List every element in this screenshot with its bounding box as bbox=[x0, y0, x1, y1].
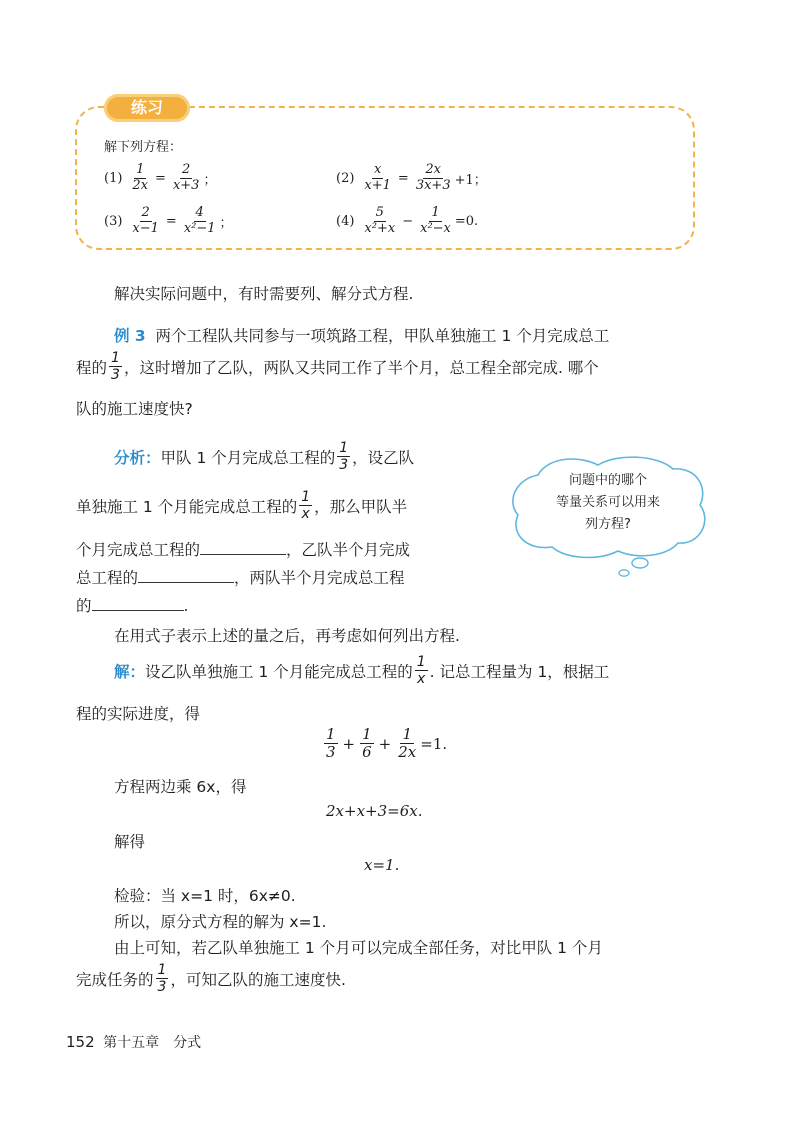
solution-line-3: 方程两边乘 6x，得 bbox=[114, 778, 247, 796]
page-footer bbox=[66, 1032, 201, 1052]
example-line-2: 程的 $\frac{1}{3}$ ，这时增加了乙队，两队又共同工作了半个月，总工程全部完成. 哪个 bbox=[76, 350, 599, 384]
solution-line-2: 程的实际进度，得 bbox=[76, 705, 201, 723]
example-line-3: 队的施工速度快? bbox=[76, 400, 193, 418]
equation-3: x=1. bbox=[364, 856, 400, 874]
practice-problem-2: (2) $\frac{x}{x+1}$ = $\frac{2x}{3x+3}$ +1； bbox=[336, 162, 487, 193]
analysis-label: 分析： bbox=[114, 448, 161, 467]
conclusion-line-1: 由上可知，若乙队单独施工 1 个月可以完成全部任务，对比甲队 1 个月 bbox=[114, 939, 603, 957]
answer-blank-3[interactable] bbox=[92, 596, 184, 611]
answer-blank-1[interactable] bbox=[200, 540, 286, 555]
practice-tag: 练习 bbox=[104, 94, 190, 122]
answer-blank-2[interactable] bbox=[138, 568, 234, 583]
page-number: 152 bbox=[66, 1033, 95, 1051]
solution-label: 解： bbox=[114, 662, 146, 681]
practice-problem-1: (1) $\frac{1}{2x}$ = $\frac{2}{x+3}$ ； bbox=[104, 162, 217, 193]
example-label: 例 3 bbox=[114, 327, 146, 345]
intro-text: 解决实际问题中，有时需要列、解分式方程. bbox=[114, 285, 414, 303]
solution-line-1: 解： 设乙队单独施工 1 个月能完成总工程的 $\frac{1}{x}$ . 记总工程量为 1，根据工 bbox=[114, 654, 610, 688]
example-line-1: 例 3 两个工程队共同参与一项筑路工程，甲队单独施工 1 个月完成总工 bbox=[114, 327, 610, 345]
analysis-line-5: 的 . bbox=[76, 597, 189, 615]
conclusion-line-2: 完成任务的 $\frac{1}{3}$ ，可知乙队的施工速度快. bbox=[76, 962, 346, 996]
analysis-line-2: 单独施工 1 个月能完成总工程的 $\frac{1}{x}$ ，那么甲队半 bbox=[76, 489, 408, 523]
analysis-line-1: 分析： 甲队 1 个月完成总工程的 $\frac{1}{3}$ ，设乙队 bbox=[114, 440, 415, 474]
practice-problem-3: (3) $\frac{2}{x-1}$ = $\frac{4}{\text{x²−1}}$ ； bbox=[104, 205, 233, 236]
chapter-title: 第十五章 分式 bbox=[103, 1035, 202, 1051]
solution-line-4: 解得 bbox=[114, 833, 146, 851]
cloud-text: 问题中的哪个 等量关系可以用来 列方程? bbox=[555, 473, 660, 532]
analysis-line-6: 在用式子表示上述的量之后，再考虑如何列出方程. bbox=[114, 627, 460, 645]
analysis-line-4: 总工程的 ，两队半个月完成总工程 bbox=[76, 569, 405, 587]
practice-problem-4: (4) $\frac{5}{\text{x²+x}}$ − $\frac{1}{\text{x²−x}}$ =0. bbox=[336, 205, 479, 236]
analysis-line-3: 个月完成总工程的 ，乙队半个月完成 bbox=[76, 541, 411, 559]
equation-1: $\frac{1}{3}$ + $\frac{1}{6}$ + $\frac{1}{2x}$ =1. bbox=[326, 725, 448, 762]
practice-instruction: 解下列方程： bbox=[104, 140, 183, 155]
equation-2: 2x+x+3=6x. bbox=[326, 802, 423, 820]
check-line: 检验：当 x=1 时，6x≠0. bbox=[114, 887, 296, 905]
solution-answer: 所以，原分式方程的解为 x=1. bbox=[114, 913, 327, 931]
